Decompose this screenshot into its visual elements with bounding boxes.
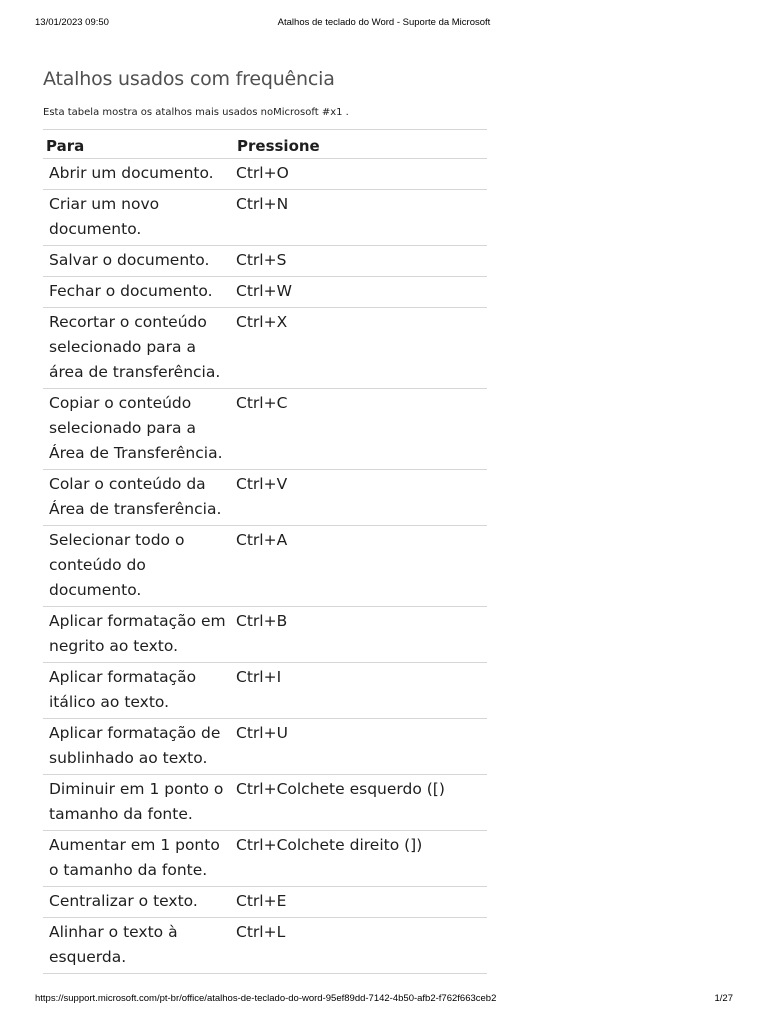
print-datetime: 13/01/2023 09:50 [35, 17, 109, 28]
table-row [43, 918, 487, 974]
shortcut-cell: Ctrl+L [233, 918, 487, 974]
shortcut-cell: Ctrl+B [233, 607, 487, 663]
action-cell: Aplicar formatação itálico ao texto. [43, 663, 233, 719]
table-row [43, 831, 487, 887]
shortcut-cell: Ctrl+Colchete esquerdo ([) [233, 775, 487, 831]
table-row [43, 663, 487, 719]
shortcut-cell: Ctrl+C [233, 389, 487, 470]
action-cell: Aplicar formatação de sublinhado ao texto. [43, 719, 233, 775]
action-cell: Criar um novo documento. [43, 190, 233, 246]
table-row [43, 159, 487, 190]
shortcut-cell: Ctrl+O [233, 159, 487, 190]
table-row [43, 719, 487, 775]
action-cell: Diminuir em 1 ponto o tamanho da fonte. [43, 775, 233, 831]
action-cell: Abrir um documento. [43, 159, 233, 190]
action-cell: Aplicar formatação em negrito ao texto. [43, 607, 233, 663]
section-intro: Esta tabela mostra os atalhos mais usados noMicrosoft #x1 . [43, 107, 349, 118]
table-row [43, 277, 487, 308]
shortcut-cell: Ctrl+E [233, 887, 487, 918]
action-cell: Copiar o conteúdo selecionado para a Área de Transferência. [43, 389, 233, 470]
column-header-pressione: Pressione [233, 130, 487, 159]
column-header-para: Para [43, 130, 233, 159]
action-cell: Alinhar o texto à esquerda. [43, 918, 233, 974]
table-row [43, 470, 487, 526]
action-cell: Fechar o documento. [43, 277, 233, 308]
shortcut-cell: Ctrl+S [233, 246, 487, 277]
table-header-row [43, 130, 487, 159]
shortcuts-table [43, 129, 487, 974]
section-title: Atalhos usados com frequência [43, 68, 335, 90]
shortcut-cell: Ctrl+W [233, 277, 487, 308]
shortcut-cell: Ctrl+V [233, 470, 487, 526]
action-cell: Centralizar o texto. [43, 887, 233, 918]
table-row [43, 246, 487, 277]
print-url: https://support.microsoft.com/pt-br/office/atalhos-de-teclado-do-word-95ef89dd-7142-4b50-afb2-f762f663ceb2 [35, 993, 497, 1004]
shortcut-cell: Ctrl+Colchete direito (]) [233, 831, 487, 887]
action-cell: Aumentar em 1 ponto o tamanho da fonte. [43, 831, 233, 887]
shortcut-cell: Ctrl+N [233, 190, 487, 246]
table-row [43, 887, 487, 918]
action-cell: Selecionar todo o conteúdo do documento. [43, 526, 233, 607]
shortcut-cell: Ctrl+U [233, 719, 487, 775]
action-cell: Recortar o conteúdo selecionado para a área de transferência. [43, 308, 233, 389]
shortcut-cell: Ctrl+A [233, 526, 487, 607]
table-row [43, 775, 487, 831]
table-row [43, 308, 487, 389]
shortcut-cell: Ctrl+I [233, 663, 487, 719]
print-page-title: Atalhos de teclado do Word - Suporte da Microsoft [277, 17, 491, 28]
table-row [43, 190, 487, 246]
table-row [43, 607, 487, 663]
page-number: 1/27 [714, 993, 733, 1004]
action-cell: Salvar o documento. [43, 246, 233, 277]
table-row [43, 389, 487, 470]
article-content [43, 66, 487, 974]
shortcut-cell: Ctrl+X [233, 308, 487, 389]
action-cell: Colar o conteúdo da Área de transferência. [43, 470, 233, 526]
table-row [43, 526, 487, 607]
